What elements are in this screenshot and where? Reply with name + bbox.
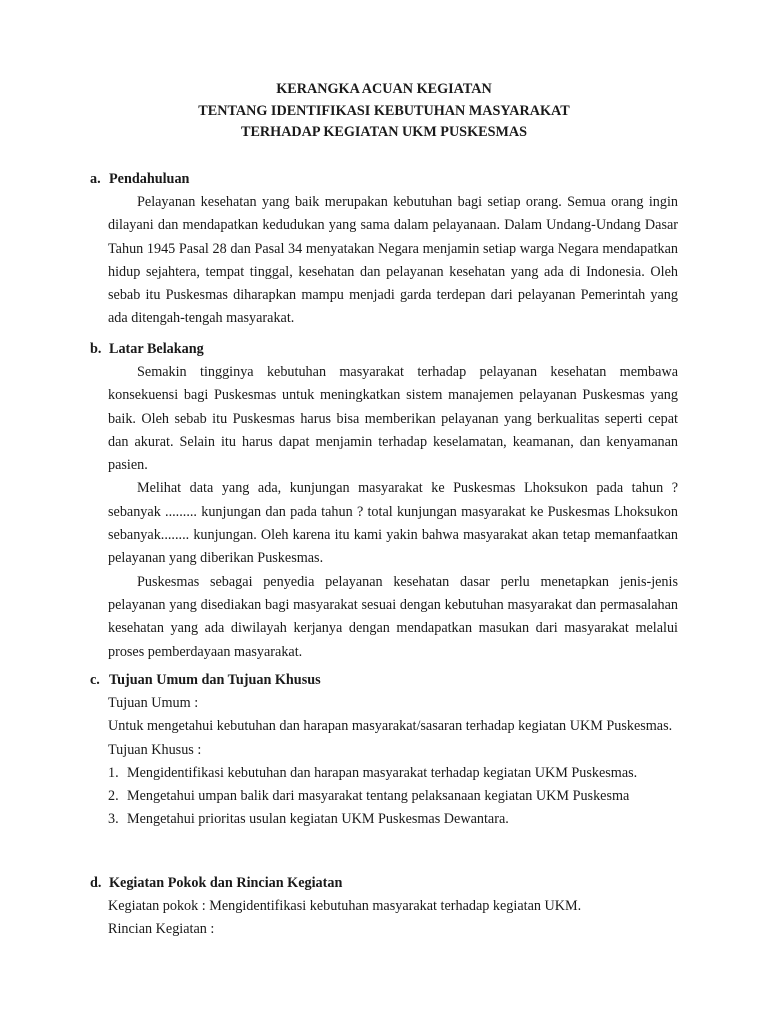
- list-text: Mengidentifikasi kebutuhan dan harapan masyarakat terhadap kegiatan UKM Puskesmas.: [127, 764, 638, 781]
- section-heading: [90, 338, 678, 361]
- title-line-2: TENTANG IDENTIFIKASI KEBUTUHAN MASYARAKAT: [198, 102, 570, 119]
- section-heading: [90, 872, 678, 895]
- list-number: 1.: [108, 764, 119, 781]
- list-text: Mengetahui prioritas usulan kegiatan UKM Puskesmas Dewantara.: [127, 811, 509, 828]
- document-title: [0, 79, 768, 144]
- section-title: Latar Belakang: [109, 341, 204, 357]
- main-activity-text: Kegiatan pokok : Mengidentifikasi kebutuhan masyarakat terhadap kegiatan UKM.: [108, 898, 582, 914]
- section-letter: a.: [90, 171, 101, 187]
- title-line-1: KERANGKA ACUAN KEGIATAN: [276, 81, 492, 97]
- specific-objective-list: [108, 762, 678, 832]
- paragraph: Semakin tingginya kebutuhan masyarakat terhadap pelayanan kesehatan membawa konsekuensi bagi Puskesmas untuk meningkatkan sistem manajemen pelayanan Puskesmas yang baik. Oleh sebab itu Puskesmas harus bisa memberikan pelayanan yang berkualitas seperti cepat dan akurat. Selain itu harus dapat menjamin terhadap keselamatan, keamanan, dan kenyamanan pasien.: [108, 364, 678, 474]
- list-item: [108, 808, 678, 831]
- section-heading: [90, 669, 678, 692]
- paragraph: Pelayanan kesehatan yang baik merupakan kebutuhan bagi setiap orang. Semua orang ingin dilayani dan mendapatkan kedudukan yang sama dalam pelayanaan. Dalam Undang-Undang Dasar Tahun 1945 Pasal 28 dan Pasal 34 menyatakan Negara menjamin setiap warga Negara mendapatkan hidup sejahtera, tempat tinggal, kesehatan dan pelayanan kesehatan yang ada di Indonesia. Oleh sebab itu Puskesmas diharapkan mampu menjadi garda terdepan dari pelayanan Pemerintah yang ada ditengah-tengah masyarakat.: [108, 194, 678, 327]
- section-title: Tujuan Umum dan Tujuan Khusus: [109, 672, 321, 688]
- section-heading: [90, 168, 678, 191]
- paragraph: Melihat data yang ada, kunjungan masyarakat ke Puskesmas Lhoksukon pada tahun ? sebanyak ......... kunjungan dan pada tahun ? total kunjungan masyarakat ke Puskesmas Lhoksukon sebanyak........ kunjungan. Oleh karena itu kami yakin bahwa masyarakat akan tetap memanfaatkan pelayanan yang diberikan Puskesmas.: [108, 480, 678, 567]
- section-title: Kegiatan Pokok dan Rincian Kegiatan: [109, 875, 343, 891]
- section-title: Pendahuluan: [109, 171, 190, 187]
- paragraph: Puskesmas sebagai penyedia pelayanan kesehatan dasar perlu menetapkan jenis-jenis pelayanan yang disediakan bagi masyarakat sesuai dengan kebutuhan masyarakat dan permasalahan kesehatan yang ada diwilayah kerjanya dengan mendapatkan masukan dari masyarakat melalui proses pemberdayaan masyarakat.: [108, 573, 678, 660]
- section-letter: b.: [90, 341, 102, 357]
- general-objective-text: Untuk mengetahui kebutuhan dan harapan masyarakat/sasaran terhadap kegiatan UKM Puskesmas.: [108, 718, 673, 735]
- list-number: 3.: [108, 811, 119, 828]
- list-number: 2.: [108, 788, 119, 805]
- section-pendahuluan: [90, 168, 678, 331]
- general-objective-label: Tujuan Umum :: [108, 695, 199, 711]
- specific-objective-label: Tujuan Khusus :: [108, 741, 202, 758]
- section-tujuan: [90, 669, 678, 832]
- list-item: [108, 785, 678, 808]
- section-letter: c.: [90, 672, 100, 688]
- section-kegiatan: [90, 872, 678, 942]
- section-latar-belakang: [90, 338, 678, 664]
- title-line-3: TERHADAP KEGIATAN UKM PUSKESMAS: [240, 124, 527, 140]
- section-letter: d.: [90, 875, 102, 891]
- list-item: [108, 762, 678, 785]
- list-text: Mengetahui umpan balik dari masyarakat tentang pelaksanaan kegiatan UKM Puskesma: [127, 788, 630, 805]
- activity-detail-label: Rincian Kegiatan :: [108, 921, 215, 938]
